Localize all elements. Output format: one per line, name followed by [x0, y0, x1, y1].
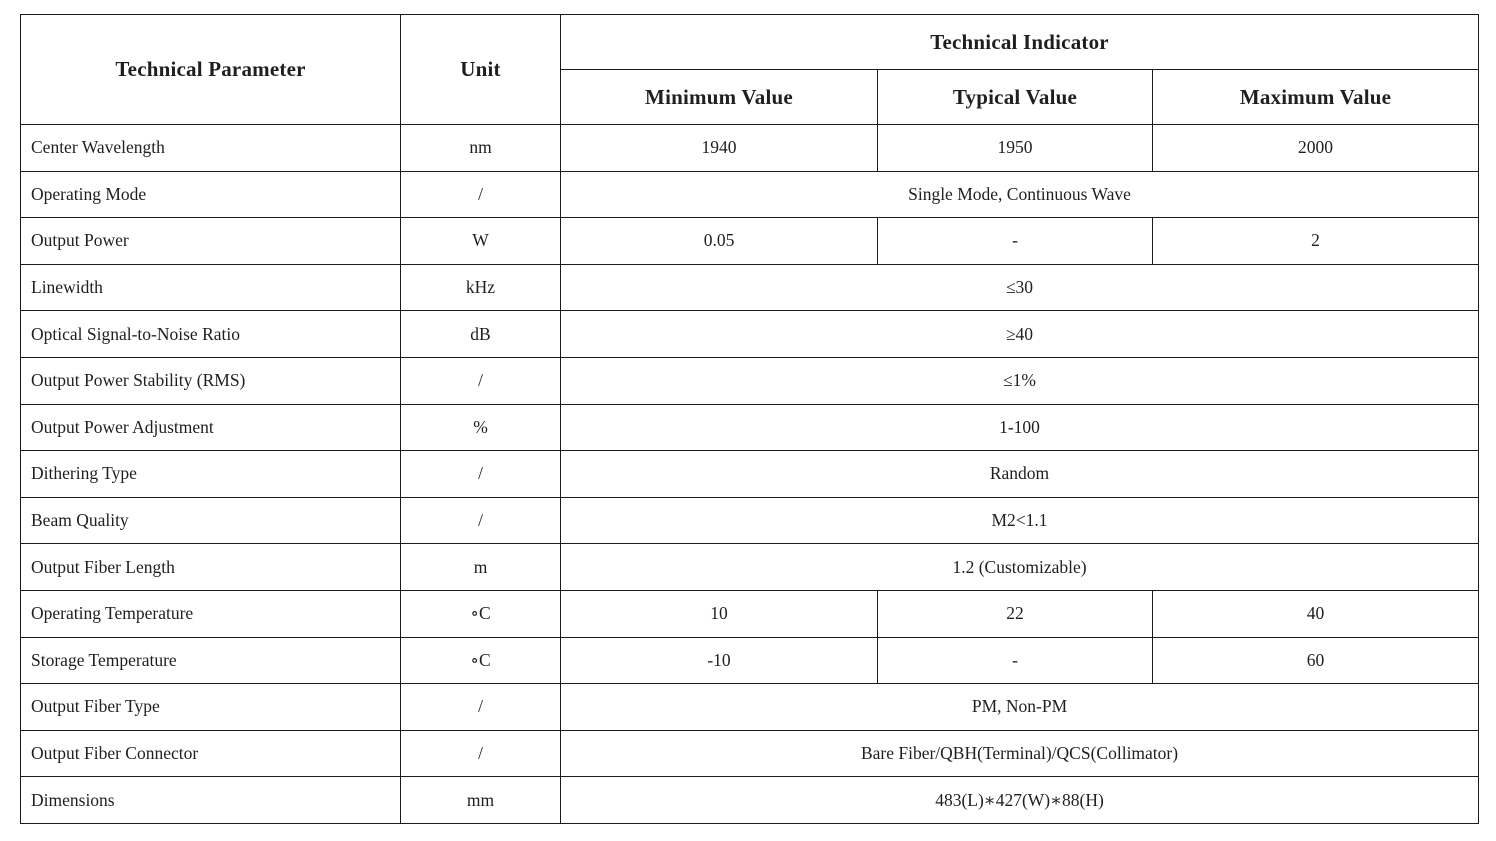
- unit-cell: /: [401, 730, 561, 777]
- merged-value-cell: ≥40: [561, 311, 1479, 358]
- header-unit: Unit: [401, 15, 561, 125]
- merged-value-cell: 483(L)∗427(W)∗88(H): [561, 777, 1479, 824]
- unit-cell: W: [401, 218, 561, 265]
- header-typical-value: Typical Value: [878, 70, 1153, 125]
- technical-spec-table: [20, 14, 1479, 824]
- typical-value-cell: 1950: [878, 125, 1153, 172]
- unit-cell: /: [401, 451, 561, 498]
- merged-value-cell: 1.2 (Customizable): [561, 544, 1479, 591]
- table-row: [21, 684, 1479, 731]
- parameter-cell: Operating Temperature: [21, 590, 401, 637]
- unit-cell: /: [401, 684, 561, 731]
- unit-cell: ∘C: [401, 637, 561, 684]
- table-row: [21, 497, 1479, 544]
- merged-value-cell: Random: [561, 451, 1479, 498]
- parameter-cell: Output Fiber Length: [21, 544, 401, 591]
- minimum-value-cell: 0.05: [561, 218, 878, 265]
- parameter-cell: Output Fiber Type: [21, 684, 401, 731]
- parameter-cell: Output Fiber Connector: [21, 730, 401, 777]
- parameter-cell: Output Power: [21, 218, 401, 265]
- parameter-cell: Output Power Adjustment: [21, 404, 401, 451]
- table-row: [21, 637, 1479, 684]
- table-row: [21, 171, 1479, 218]
- maximum-value-cell: 60: [1153, 637, 1479, 684]
- unit-cell: /: [401, 357, 561, 404]
- parameter-cell: Operating Mode: [21, 171, 401, 218]
- header-row-top: [21, 15, 1479, 70]
- parameter-cell: Linewidth: [21, 264, 401, 311]
- unit-cell: kHz: [401, 264, 561, 311]
- parameter-cell: Optical Signal-to-Noise Ratio: [21, 311, 401, 358]
- merged-value-cell: 1-100: [561, 404, 1479, 451]
- table-row: [21, 264, 1479, 311]
- unit-cell: %: [401, 404, 561, 451]
- merged-value-cell: PM, Non-PM: [561, 684, 1479, 731]
- unit-cell: m: [401, 544, 561, 591]
- typical-value-cell: -: [878, 218, 1153, 265]
- header-maximum-value: Maximum Value: [1153, 70, 1479, 125]
- merged-value-cell: M2<1.1: [561, 497, 1479, 544]
- unit-cell: /: [401, 171, 561, 218]
- minimum-value-cell: 1940: [561, 125, 878, 172]
- table-row: [21, 404, 1479, 451]
- parameter-cell: Dithering Type: [21, 451, 401, 498]
- table-row: [21, 218, 1479, 265]
- unit-cell: /: [401, 497, 561, 544]
- merged-value-cell: ≤30: [561, 264, 1479, 311]
- typical-value-cell: -: [878, 637, 1153, 684]
- header-technical-indicator: Technical Indicator: [561, 15, 1479, 70]
- header-minimum-value: Minimum Value: [561, 70, 878, 125]
- unit-cell: nm: [401, 125, 561, 172]
- parameter-cell: Beam Quality: [21, 497, 401, 544]
- table-row: [21, 311, 1479, 358]
- unit-cell: dB: [401, 311, 561, 358]
- spec-table-header: [21, 15, 1479, 125]
- parameter-cell: Output Power Stability (RMS): [21, 357, 401, 404]
- table-row: [21, 451, 1479, 498]
- table-row: [21, 730, 1479, 777]
- typical-value-cell: 22: [878, 590, 1153, 637]
- parameter-cell: Center Wavelength: [21, 125, 401, 172]
- merged-value-cell: ≤1%: [561, 357, 1479, 404]
- table-row: [21, 590, 1479, 637]
- table-row: [21, 777, 1479, 824]
- maximum-value-cell: 2: [1153, 218, 1479, 265]
- maximum-value-cell: 2000: [1153, 125, 1479, 172]
- spec-table-body: [21, 125, 1479, 824]
- unit-cell: ∘C: [401, 590, 561, 637]
- unit-cell: mm: [401, 777, 561, 824]
- table-row: [21, 125, 1479, 172]
- merged-value-cell: Bare Fiber/QBH(Terminal)/QCS(Collimator): [561, 730, 1479, 777]
- header-technical-parameter: Technical Parameter: [21, 15, 401, 125]
- parameter-cell: Storage Temperature: [21, 637, 401, 684]
- minimum-value-cell: -10: [561, 637, 878, 684]
- minimum-value-cell: 10: [561, 590, 878, 637]
- parameter-cell: Dimensions: [21, 777, 401, 824]
- table-row: [21, 544, 1479, 591]
- table-row: [21, 357, 1479, 404]
- maximum-value-cell: 40: [1153, 590, 1479, 637]
- merged-value-cell: Single Mode, Continuous Wave: [561, 171, 1479, 218]
